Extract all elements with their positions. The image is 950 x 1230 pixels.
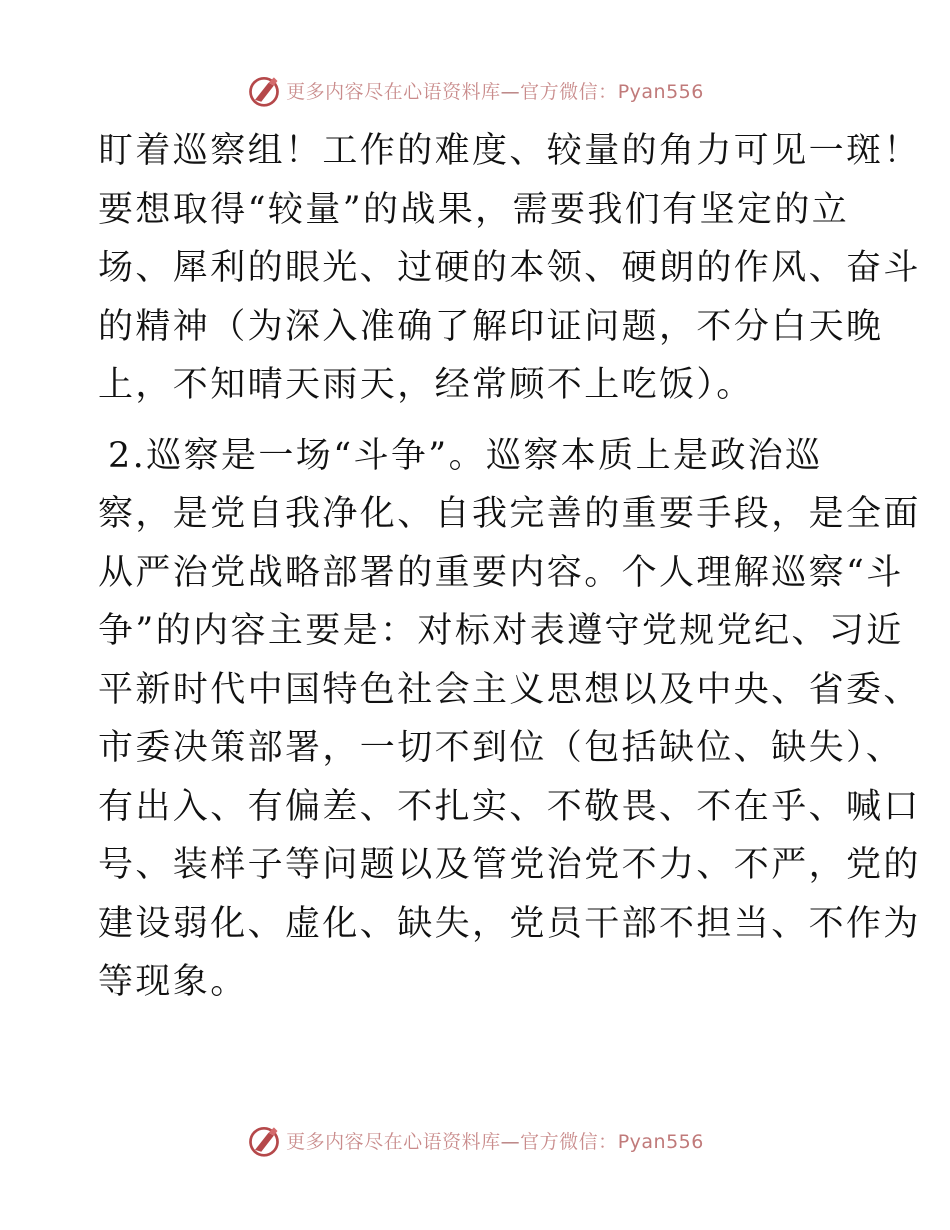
text-line: 察，是党自我净化、自我完善的重要手段，是全面 xyxy=(98,494,921,534)
watermark-official-label: 官方微信： xyxy=(520,80,618,103)
watermark-text xyxy=(286,1127,704,1154)
watermark-brand: 更多内容尽在心语资料库 xyxy=(286,1130,501,1153)
watermark-separator: — xyxy=(500,1130,521,1153)
header-watermark xyxy=(0,70,950,110)
footer-watermark xyxy=(0,1120,950,1160)
watermark-separator: — xyxy=(500,80,521,103)
text-line: 有出入、有偏差、不扎实、不敬畏、不在乎、喊口 xyxy=(98,786,921,827)
watermark-official-label: 官方微信： xyxy=(520,1130,618,1153)
text-line: 场、犀利的眼光、过硬的本领、硬朗的作风、奋斗 xyxy=(98,248,921,288)
paragraph-2 xyxy=(98,427,921,1012)
text-line: 号、装样子等问题以及管党治党不力、不严，党的 xyxy=(98,845,921,885)
text-line: 2.巡察是一场“斗争”。巡察本质上是政治巡 xyxy=(108,435,823,476)
text-line: 平新时代中国特色社会主义思想以及中央、省委、 xyxy=(98,669,921,710)
watermark-brand: 更多内容尽在心语资料库 xyxy=(286,80,501,103)
text-line: 的精神（为深入准确了解印证问题，不分白天晚 xyxy=(98,306,884,347)
text-line: 市委决策部署，一切不到位（包括缺位、缺失）、 xyxy=(98,728,904,768)
text-line: 建设弱化、虚化、缺失，党员干部不担当、不作为 xyxy=(98,903,921,944)
document-body xyxy=(98,122,921,1012)
text-line: 上，不知晴天雨天，经常顾不上吃饭）。 xyxy=(98,365,754,405)
pen-nib-logo-icon xyxy=(246,1122,282,1158)
watermark-wechat-id: Pyan556 xyxy=(617,80,704,103)
text-line: 争”的内容主要是：对标对表遵守党规党纪、习近 xyxy=(98,611,904,651)
watermark-wechat-id: Pyan556 xyxy=(617,1130,704,1153)
pen-nib-logo-icon xyxy=(246,72,282,108)
paragraph-1 xyxy=(98,122,921,415)
text-line: 盯着巡察组！工作的难度、较量的角力可见一斑！ xyxy=(98,131,921,171)
text-line: 要想取得“较量”的战果，需要我们有坚定的立 xyxy=(98,189,850,230)
text-line: 从严治党战略部署的重要内容。个人理解巡察“斗 xyxy=(98,552,904,593)
text-line: 等现象。 xyxy=(98,962,248,1002)
watermark-text xyxy=(286,77,704,104)
